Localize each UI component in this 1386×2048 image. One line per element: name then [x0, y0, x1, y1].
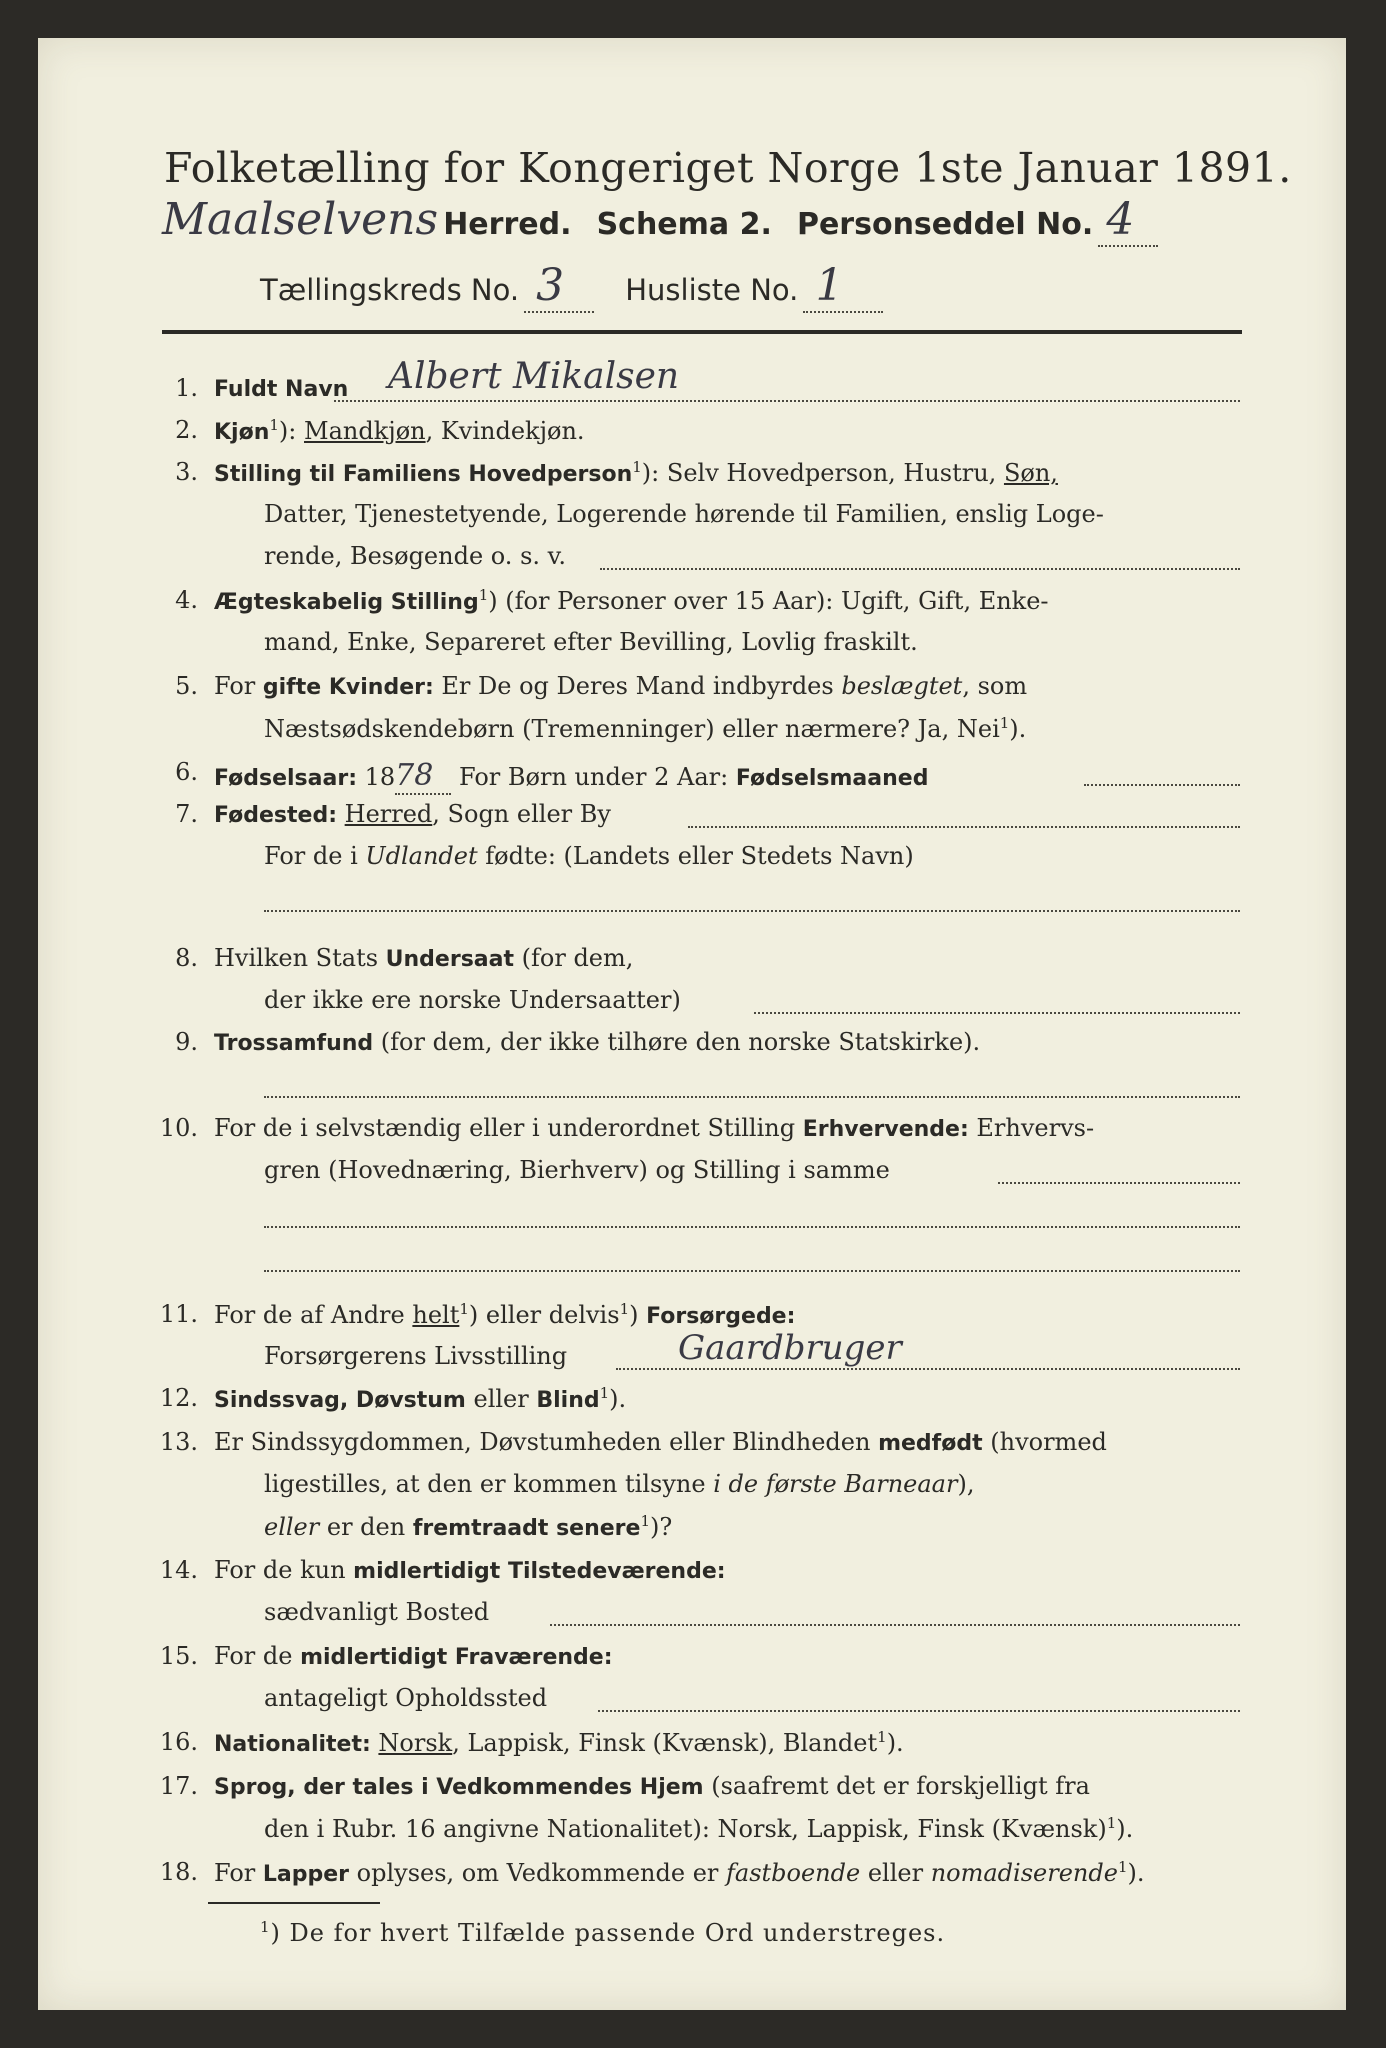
item-text: Forsørgerens Livsstilling	[264, 1342, 568, 1370]
item-text: (saafremt det er forskjelligt fra	[703, 1772, 1090, 1800]
item-text: )?	[650, 1513, 673, 1541]
item-number: 7.	[175, 800, 198, 828]
item-text: eller	[860, 1859, 931, 1887]
footnote-mark: 1	[599, 1384, 610, 1402]
item-text: Er Sindssygdommen, Døvstumheden eller Blindheden	[214, 1428, 879, 1456]
item-label: Sprog, der tales i Vedkommendes Hjem	[214, 1775, 704, 1800]
item-text: )	[629, 1301, 647, 1329]
item-label: Fuldt Navn	[214, 377, 349, 402]
footnote-mark: 1	[877, 1728, 887, 1746]
item-18	[214, 1858, 1144, 1887]
item-text: For de i	[264, 842, 366, 870]
personseddel-label: Personseddel No.	[796, 207, 1094, 242]
item-8	[214, 944, 633, 972]
selected-option: Mandkjøn	[304, 417, 426, 445]
item-label: Forsørgede:	[646, 1304, 796, 1329]
item-number: 6.	[175, 758, 198, 786]
answer-dotted-line	[264, 1226, 1240, 1228]
item-text: For de af Andre	[214, 1301, 413, 1329]
item-number: 17.	[159, 1772, 198, 1800]
name-handwritten: Albert Mikalsen	[388, 356, 680, 397]
schema-label: Schema 2.	[596, 207, 772, 242]
item-number: 15.	[159, 1642, 198, 1670]
item-text: ):	[278, 417, 304, 445]
item-text: 18	[357, 763, 396, 791]
item-label: Undersaat	[385, 947, 515, 972]
item-text: For de i selvstændig eller i underordnet Stilling	[214, 1114, 803, 1142]
item-text: ).	[1127, 1859, 1145, 1887]
item-3	[214, 458, 1058, 487]
item-6	[214, 758, 928, 793]
item-text-italic: i de første Barneaar	[713, 1470, 958, 1498]
item-text-italic: nomadiserende	[930, 1859, 1118, 1887]
answer-dotted-line	[1084, 784, 1240, 786]
birth-year-handwritten: 78	[395, 758, 451, 795]
answer-dotted-line	[616, 1368, 1240, 1370]
item-16	[214, 1728, 904, 1757]
item-text: For Børn under 2 Aar:	[451, 763, 736, 791]
item-text: mand, Enke, Separeret efter Bevilling, Lovlig fraskilt.	[264, 628, 918, 656]
item-13-line3	[264, 1512, 672, 1541]
item-number: 2.	[175, 416, 198, 444]
answer-dotted-line	[754, 1012, 1240, 1014]
item-text: (hvormed	[982, 1428, 1107, 1456]
item-number: 10.	[159, 1114, 198, 1142]
item-number: 11.	[159, 1300, 198, 1328]
footnote-mark: 1	[478, 586, 489, 604]
answer-dotted-line	[264, 910, 1240, 912]
item-label: Fødested:	[214, 803, 337, 828]
item-text: , Kvindekjøn.	[425, 417, 585, 445]
item-7-line2	[264, 842, 914, 870]
herred-name-handwritten: Maalselvens	[162, 194, 439, 245]
item-text: For	[214, 1859, 263, 1887]
item-2	[214, 416, 585, 445]
item-label: gifte Kvinder:	[262, 675, 434, 700]
item-text: Er De og Deres Mand indbyrdes	[433, 672, 842, 700]
husliste-number: 1	[803, 260, 883, 313]
husliste-label: Husliste No.	[625, 273, 799, 307]
item-text: ) eller delvis	[468, 1301, 620, 1329]
header-rule	[162, 330, 1242, 334]
footnote-mark: 1	[1117, 1858, 1128, 1876]
item-number: 18.	[159, 1858, 198, 1886]
selected-option: helt	[412, 1301, 460, 1329]
item-number: 13.	[159, 1428, 198, 1456]
item-text: (for dem, der ikke tilhøre den norske Statskirke).	[373, 1028, 981, 1056]
item-1	[214, 374, 348, 402]
item-17	[214, 1772, 1090, 1800]
item-label: medfødt	[878, 1431, 983, 1456]
kreds-label: Tællingskreds No.	[260, 273, 520, 307]
item-15	[214, 1642, 613, 1670]
answer-dotted-line	[264, 1096, 1240, 1098]
item-12	[214, 1384, 626, 1413]
answer-dotted-line	[264, 1270, 1240, 1272]
personseddel-number: 4	[1098, 194, 1158, 247]
item-text: er den	[319, 1513, 413, 1541]
item-number: 1.	[175, 374, 198, 402]
item-label: Lapper	[262, 1862, 350, 1887]
item-text: Erhvervs-	[968, 1114, 1095, 1142]
selected-option: Søn,	[1003, 459, 1058, 487]
footnote-mark: 1	[632, 458, 642, 476]
footnote-mark: 1	[1106, 1814, 1117, 1832]
item-number: 3.	[175, 458, 198, 486]
item-label: Fødselsaar:	[214, 766, 357, 791]
item-text: antageligt Opholdssted	[264, 1684, 548, 1712]
item-text: For de	[214, 1642, 301, 1670]
footnote-text: ) De for hvert Tilfælde passende Ord understreges.	[270, 1919, 946, 1947]
item-label: Erhvervende:	[802, 1117, 969, 1142]
item-label: Fødselsmaaned	[735, 766, 929, 791]
answer-dotted-line	[550, 1624, 1240, 1626]
item-text: ),	[957, 1470, 975, 1498]
footnote-mark: 1	[640, 1512, 650, 1530]
item-14	[214, 1556, 726, 1584]
answer-dotted-line	[600, 568, 1240, 570]
item-number: 16.	[159, 1728, 198, 1756]
item-4	[214, 586, 1049, 615]
herred-label: Herred.	[443, 207, 572, 242]
item-13	[214, 1428, 1107, 1456]
footnote-mark: 1	[260, 1918, 271, 1936]
item-text-italic: eller	[264, 1513, 320, 1541]
item-label: midlertidigt Fraværende:	[300, 1645, 613, 1670]
item-label: midlertidigt Tilstedeværende:	[353, 1559, 726, 1584]
item-text: , som	[962, 672, 1028, 700]
footnote	[260, 1918, 945, 1947]
item-text: For	[214, 672, 263, 700]
item-number: 5.	[175, 672, 198, 700]
herred-line	[162, 194, 1158, 254]
item-number: 8.	[175, 944, 198, 972]
item-text: rende, Besøgende o. s. v.	[264, 542, 566, 570]
selected-option: Herred	[344, 800, 433, 828]
item-label: Blind	[536, 1388, 600, 1413]
item-text-italic: Udlandet	[365, 842, 478, 870]
item-10	[214, 1114, 1094, 1142]
item-text: gren (Hovednæring, Bierhverv) og Stilling i samme	[264, 1156, 890, 1184]
item-13-line2	[264, 1470, 974, 1498]
item-9	[214, 1028, 980, 1056]
item-text: eller	[465, 1385, 537, 1413]
item-text-italic: beslægtet	[841, 672, 963, 700]
item-label: Trossamfund	[214, 1031, 374, 1056]
item-text: ).	[1116, 1815, 1134, 1843]
item-number: 4.	[175, 586, 198, 614]
kreds-line	[260, 260, 883, 311]
form-title: Folketælling for Kongeriget Norge 1ste Januar 1891.	[164, 144, 1292, 192]
item-text: den i Rubr. 16 angivne Nationalitet): Norsk, Lappisk, Finsk (Kvænsk)	[264, 1815, 1107, 1843]
answer-dotted-line	[334, 400, 1240, 402]
item-text: ) (for Personer over 15 Aar): Ugift, Gift, Enke-	[488, 587, 1049, 615]
item-7	[214, 800, 611, 828]
item-text: (for dem,	[514, 944, 634, 972]
item-text: Næstsødskendebørn (Tremenninger) eller nærmere? Ja, Nei	[264, 715, 1000, 743]
footnote-rule	[208, 1902, 380, 1904]
item-text: Hvilken Stats	[214, 944, 386, 972]
item-label: Ægteskabelig Stilling	[214, 590, 479, 615]
item-text: , Sogn eller By	[432, 800, 611, 828]
answer-dotted-line	[688, 826, 1240, 828]
item-text: fødte: (Landets eller Stedets Navn)	[477, 842, 914, 870]
item-label: Nationalitet:	[214, 1732, 371, 1757]
item-label: fremtraadt senere	[412, 1516, 641, 1541]
answer-dotted-line	[598, 1710, 1240, 1712]
item-text: , Lappisk, Finsk (Kvænsk), Blandet	[452, 1729, 878, 1757]
item-text: ).	[886, 1729, 904, 1757]
item-number: 12.	[159, 1384, 198, 1412]
selected-option: Norsk	[378, 1729, 453, 1757]
answer-dotted-line	[998, 1182, 1240, 1184]
item-text: ligestilles, at den er kommen tilsyne	[264, 1470, 714, 1498]
item-5-line2	[264, 714, 1026, 743]
census-form-sheet	[38, 38, 1346, 2010]
footnote-mark: 1	[619, 1300, 630, 1318]
item-11	[214, 1300, 795, 1329]
provider-occupation-handwritten: Gaardbruger	[678, 1328, 902, 1368]
footnote-mark: 1	[269, 416, 279, 434]
item-17-line2	[264, 1814, 1133, 1843]
kreds-number: 3	[524, 260, 594, 313]
item-text: der ikke ere norske Undersaatter)	[264, 986, 681, 1014]
item-text: ): Selv Hovedperson, Hustru,	[641, 459, 1004, 487]
item-label: Stilling til Familiens Hovedperson	[214, 462, 633, 487]
item-number: 14.	[159, 1556, 198, 1584]
item-text: ).	[609, 1385, 627, 1413]
footnote-mark: 1	[999, 714, 1010, 732]
item-label: Sindssvag, Døvstum	[214, 1388, 466, 1413]
item-text: oplyses, om Vedkommende er	[349, 1859, 726, 1887]
item-text: Datter, Tjenestetyende, Logerende hørende til Familien, enslig Loge-	[264, 500, 1104, 528]
item-text: sædvanligt Bosted	[264, 1598, 490, 1626]
item-label: Kjøn	[214, 420, 270, 445]
item-number: 9.	[175, 1028, 198, 1056]
footnote-mark: 1	[459, 1300, 469, 1318]
item-text-italic: fastboende	[726, 1859, 861, 1887]
item-5	[214, 672, 1027, 700]
item-text: For de kun	[214, 1556, 354, 1584]
item-text: ).	[1009, 715, 1027, 743]
